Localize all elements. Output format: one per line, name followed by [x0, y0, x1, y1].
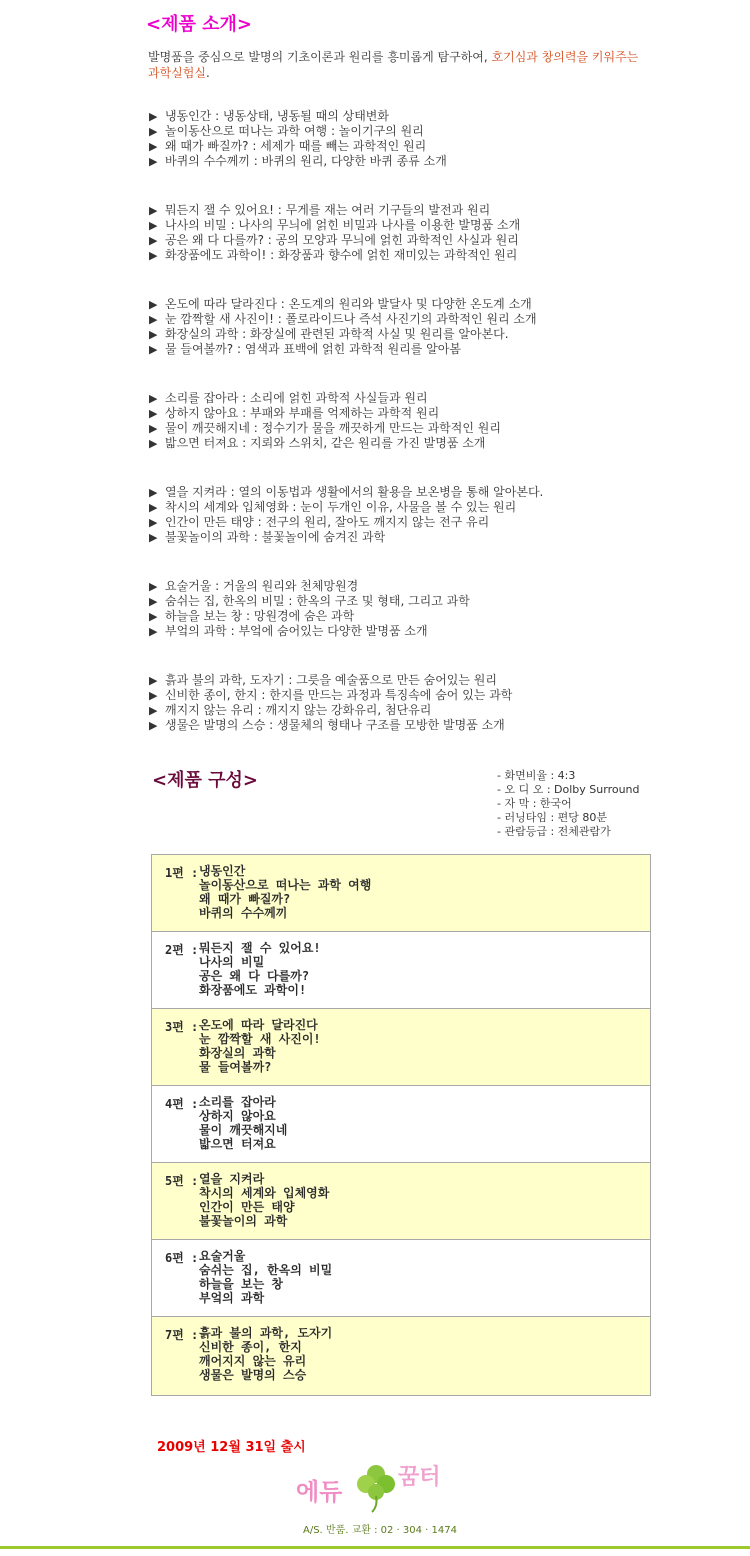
topic-text: 상하지 않아요 : 부패와 부패를 억제하는 과학적 원리 — [165, 406, 440, 420]
release-date: 2009년 12월 31일 출시 — [157, 1440, 306, 1455]
topic-text: 화장품에도 과학이! : 화장품과 향수에 얽힌 재미있는 과학적인 원리 — [165, 248, 518, 262]
arrow-right-icon: ▶ — [149, 343, 158, 356]
episode-title: 뭐든지 잴 수 있어요! — [199, 941, 321, 955]
episode-title: 깨어지지 않는 유리 — [199, 1354, 307, 1368]
topic-item — [149, 688, 709, 703]
topic-text: 눈 깜짝할 새 사진이! : 폴로라이드나 즉석 사진기의 과학적인 원리 소개 — [165, 312, 537, 326]
episode-row — [152, 932, 650, 1009]
topic-item — [149, 203, 709, 218]
arrow-right-icon: ▶ — [149, 610, 158, 623]
topic-text: 나사의 비밀 : 나사의 무늬에 얽힌 비밀과 나사를 이용한 발명품 소개 — [165, 218, 521, 232]
episode-title: 소리를 잡아라 — [199, 1095, 276, 1109]
topic-group — [149, 391, 709, 485]
episode-title: 화장실의 과학 — [199, 1046, 276, 1060]
episode-title: 흙과 불의 과학, 도자기 — [199, 1326, 333, 1340]
episode-title: 놀이동산으로 떠나는 과학 여행 — [199, 878, 372, 892]
topic-text: 착시의 세계와 입체영화 : 눈이 두개인 이유, 사물을 볼 수 있는 원리 — [165, 500, 517, 514]
topic-group — [149, 485, 709, 579]
composition-title: <제품 구성> — [152, 770, 258, 791]
episode-number: 7편 : — [165, 1328, 199, 1342]
episode-titles — [199, 1018, 321, 1074]
topic-text: 소리를 잡아라 : 소리에 얽힌 과학적 사실들과 원리 — [165, 391, 428, 405]
episode-number: 4편 : — [165, 1097, 199, 1111]
topic-item — [149, 485, 709, 500]
episode-row — [152, 1240, 650, 1317]
episode-title: 밟으면 터져요 — [199, 1137, 276, 1151]
topic-text: 불꽃놀이의 과학 : 불꽃놀이에 숨겨진 과학 — [165, 530, 386, 544]
topic-text: 물 들여볼까? : 염색과 표백에 얽힌 과학적 원리를 알아봄 — [165, 342, 461, 356]
topic-group — [149, 203, 709, 297]
spec-item: - 오 디 오 : Dolby Surround — [497, 783, 640, 796]
episode-title: 온도에 따라 달라진다 — [199, 1018, 318, 1032]
arrow-right-icon: ▶ — [149, 437, 158, 450]
episode-title: 물 들여볼까? — [199, 1060, 272, 1074]
logo-text-right: 꿈터 — [398, 1465, 441, 1490]
spec-item: - 자 막 : 한국어 — [497, 797, 572, 810]
topic-item — [149, 312, 709, 327]
episode-title: 열을 지켜라 — [199, 1172, 265, 1186]
episode-titles — [199, 1326, 332, 1382]
topic-text: 놀이동산으로 떠나는 과학 여행 : 놀이기구의 원리 — [165, 124, 424, 138]
intro-title: <제품 소개> — [146, 14, 252, 35]
episode-title: 상하지 않아요 — [199, 1109, 276, 1123]
episode-title: 물이 깨끗해지네 — [199, 1123, 288, 1137]
episode-title: 신비한 종이, 한지 — [199, 1340, 302, 1354]
episode-title: 나사의 비밀 — [199, 955, 265, 969]
arrow-right-icon: ▶ — [149, 328, 158, 341]
topic-item — [149, 406, 709, 421]
arrow-right-icon: ▶ — [149, 704, 158, 717]
arrow-right-icon: ▶ — [149, 625, 158, 638]
episode-title: 바퀴의 수수께끼 — [199, 906, 288, 920]
episode-row — [152, 1009, 650, 1086]
episode-number: 3편 : — [165, 1020, 199, 1034]
topic-text: 숨쉬는 집, 한옥의 비밀 : 한옥의 구조 및 형태, 그리고 과학 — [165, 594, 470, 608]
topic-group — [149, 579, 709, 673]
episode-title: 부엌의 과학 — [199, 1291, 265, 1305]
topic-item — [149, 579, 709, 594]
intro-text-main: 발명품을 중심으로 발명의 기초이론과 원리를 흥미롭게 탐구하여, — [148, 50, 492, 64]
bottom-divider — [0, 1546, 750, 1549]
intro-text-period: . — [205, 66, 210, 80]
topic-item — [149, 500, 709, 515]
topic-text: 생물은 발명의 스승 : 생물체의 형태나 구조를 모방한 발명품 소개 — [165, 718, 505, 732]
topic-item — [149, 594, 709, 609]
arrow-right-icon: ▶ — [149, 531, 158, 544]
topic-groups — [149, 109, 709, 767]
topic-item — [149, 703, 709, 718]
topic-text: 요술거울 : 거울의 원리와 천체망원경 — [165, 579, 359, 593]
topic-item — [149, 154, 709, 169]
episode-title: 냉동인간 — [199, 864, 246, 878]
topic-text: 공은 왜 다 다를까? : 공의 모양과 무늬에 얽힌 과학적인 사실과 원리 — [165, 233, 519, 247]
spec-item: - 화면비율 : 4:3 — [497, 769, 576, 782]
topic-text: 화장실의 과학 : 화장실에 관련된 과학적 사실 및 원리를 알아본다. — [165, 327, 509, 341]
topic-item — [149, 673, 709, 688]
topic-text: 하늘을 보는 창 : 망원경에 숨은 과학 — [165, 609, 355, 623]
spec-item: - 관람등급 : 전체관람가 — [497, 825, 611, 838]
topic-text: 열을 지켜라 : 열의 이동법과 생활에서의 활용을 보온병을 통해 알아본다. — [165, 485, 544, 499]
topic-item — [149, 515, 709, 530]
topic-group — [149, 109, 709, 203]
topic-text: 깨지지 않는 유리 : 깨지지 않는 강화유리, 첨단유리 — [165, 703, 432, 717]
spec-item: - 러닝타임 : 편당 80분 — [497, 811, 608, 824]
episode-row — [152, 1086, 650, 1163]
episode-row — [152, 1163, 650, 1240]
arrow-right-icon: ▶ — [149, 486, 158, 499]
episode-title: 숨쉬는 집, 한옥의 비밀 — [199, 1263, 333, 1277]
episode-title: 착시의 세계와 입체영화 — [199, 1186, 330, 1200]
clover-icon — [357, 1465, 395, 1512]
arrow-right-icon: ▶ — [149, 219, 158, 232]
episode-titles — [199, 941, 321, 997]
arrow-right-icon: ▶ — [149, 674, 158, 687]
topic-item — [149, 139, 709, 154]
topic-text: 흙과 불의 과학, 도자기 : 그릇을 예술품으로 만든 숨어있는 원리 — [165, 673, 497, 687]
spec-list — [497, 769, 747, 839]
topic-item — [149, 248, 709, 263]
intro-description — [148, 49, 648, 81]
episode-title: 화장품에도 과학이! — [199, 983, 307, 997]
arrow-right-icon: ▶ — [149, 125, 158, 138]
episode-titles — [199, 864, 371, 920]
episode-title: 요술거울 — [199, 1249, 246, 1263]
topic-item — [149, 109, 709, 124]
logo-text-left: 에듀 — [296, 1478, 343, 1506]
topic-text: 냉동인간 : 냉동상태, 냉동될 때의 상태변화 — [165, 109, 389, 123]
arrow-right-icon: ▶ — [149, 155, 158, 168]
as-contact: A/S. 반품. 교환 : 02 · 304 · 1474 — [303, 1525, 457, 1536]
arrow-right-icon: ▶ — [149, 249, 158, 262]
edu-kkumteo-logo — [292, 1456, 462, 1516]
topic-item — [149, 218, 709, 233]
arrow-right-icon: ▶ — [149, 313, 158, 326]
topic-item — [149, 342, 709, 357]
arrow-right-icon: ▶ — [149, 422, 158, 435]
arrow-right-icon: ▶ — [149, 204, 158, 217]
arrow-right-icon: ▶ — [149, 407, 158, 420]
topic-text: 온도에 따라 달라진다 : 온도계의 원리와 발달사 및 다양한 온도계 소개 — [165, 297, 532, 311]
topic-item — [149, 530, 709, 545]
arrow-right-icon: ▶ — [149, 689, 158, 702]
episode-number: 2편 : — [165, 943, 199, 957]
episode-title: 왜 때가 빠질까? — [199, 892, 291, 906]
arrow-right-icon: ▶ — [149, 298, 158, 311]
episode-title: 불꽃놀이의 과학 — [199, 1214, 288, 1228]
topic-text: 인간이 만든 태양 : 전구의 원리, 잘아도 깨지지 않는 전구 유리 — [165, 515, 490, 529]
episode-title: 눈 깜짝할 새 사진이! — [199, 1032, 321, 1046]
episode-row — [152, 1317, 650, 1395]
episode-titles — [199, 1249, 332, 1305]
episode-table — [151, 854, 651, 1396]
topic-item — [149, 436, 709, 451]
episode-titles — [199, 1172, 329, 1228]
episode-number: 1편 : — [165, 866, 199, 880]
topic-item — [149, 421, 709, 436]
intro-text-highlight: 호기심과 창의력을 키워주는 과학실험실 — [148, 50, 639, 80]
topic-text: 왜 때가 빠질까? : 세제가 때를 빼는 과학적인 원리 — [165, 139, 427, 153]
episode-title: 공은 왜 다 다를까? — [199, 969, 310, 983]
topic-item — [149, 327, 709, 342]
topic-text: 부엌의 과학 : 부엌에 숨어있는 다양한 발명품 소개 — [165, 624, 428, 638]
arrow-right-icon: ▶ — [149, 595, 158, 608]
topic-item — [149, 718, 709, 733]
arrow-right-icon: ▶ — [149, 110, 158, 123]
arrow-right-icon: ▶ — [149, 501, 158, 514]
topic-text: 신비한 종이, 한지 : 한지를 만드는 과정과 특징속에 숨어 있는 과학 — [165, 688, 513, 702]
episode-title: 하늘을 보는 창 — [199, 1277, 284, 1291]
episode-number: 5편 : — [165, 1174, 199, 1188]
topic-item — [149, 124, 709, 139]
topic-text: 바퀴의 수수께끼 : 바퀴의 원리, 다양한 바퀴 종류 소개 — [165, 154, 447, 168]
topic-text: 밟으면 터져요 : 지뢰와 스위치, 같은 원리를 가진 발명품 소개 — [165, 436, 486, 450]
topic-text: 물이 깨끗해지네 : 정수기가 물을 깨끗하게 만드는 과학적인 원리 — [165, 421, 501, 435]
topic-item — [149, 609, 709, 624]
arrow-right-icon: ▶ — [149, 234, 158, 247]
topic-item — [149, 391, 709, 406]
arrow-right-icon: ▶ — [149, 516, 158, 529]
episode-title: 생물은 발명의 스승 — [199, 1368, 307, 1382]
topic-text: 뭐든지 잴 수 있어요! : 무게를 재는 여러 기구들의 발전과 원리 — [165, 203, 491, 217]
topic-item — [149, 233, 709, 248]
topic-item — [149, 624, 709, 639]
arrow-right-icon: ▶ — [149, 140, 158, 153]
episode-title: 인간이 만든 태양 — [199, 1200, 295, 1214]
episode-row — [152, 855, 650, 932]
arrow-right-icon: ▶ — [149, 580, 158, 593]
topic-item — [149, 297, 709, 312]
topic-group — [149, 673, 709, 767]
topic-group — [149, 297, 709, 391]
episode-number: 6편 : — [165, 1251, 199, 1265]
arrow-right-icon: ▶ — [149, 719, 158, 732]
arrow-right-icon: ▶ — [149, 392, 158, 405]
episode-titles — [199, 1095, 287, 1151]
